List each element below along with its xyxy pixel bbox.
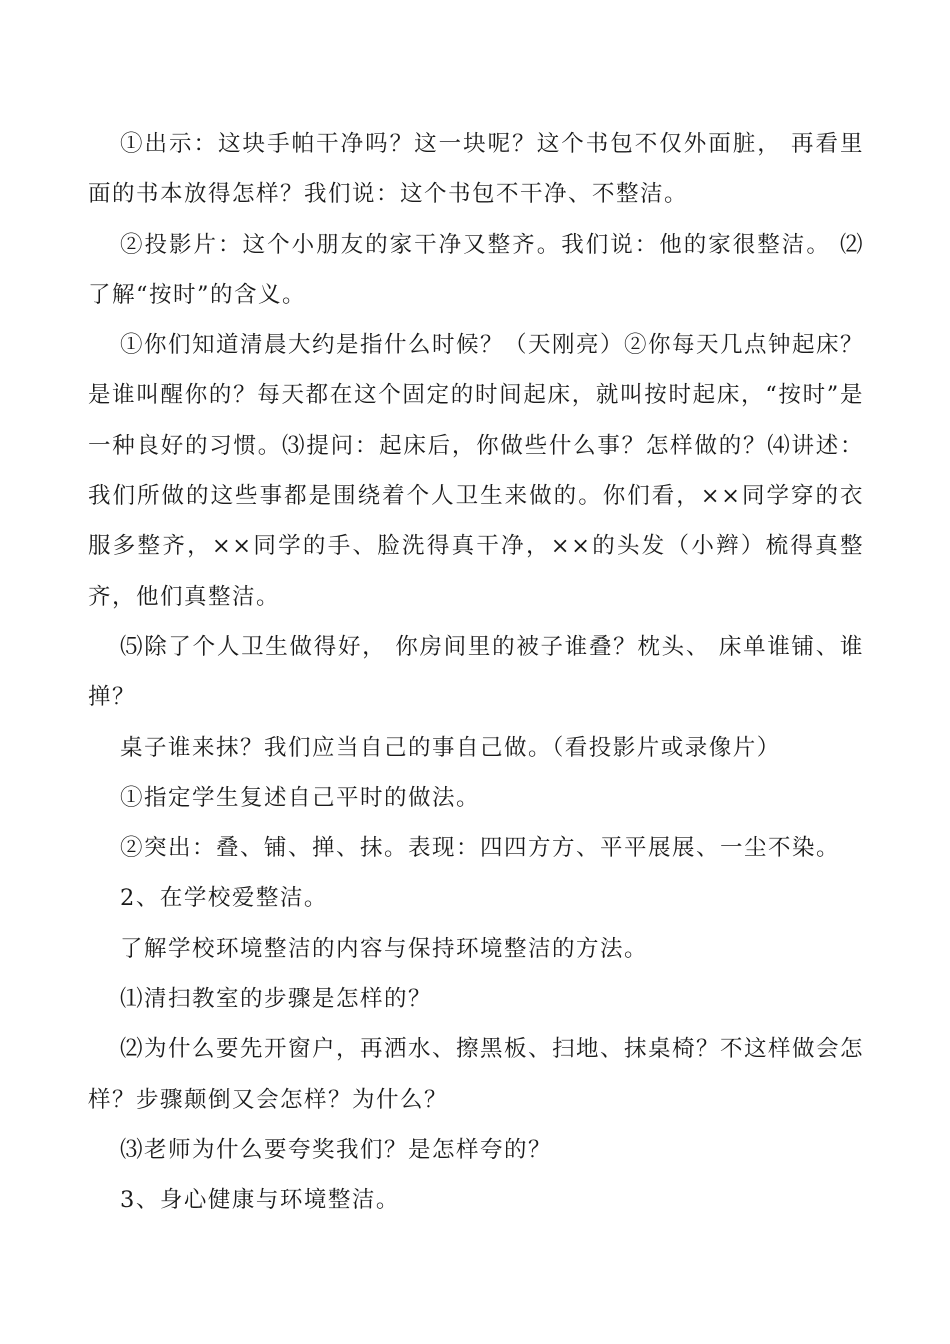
paragraph-6: ①指定学生复述自己平时的做法。 [120, 784, 481, 811]
paragraph-4: ⑸除了个人卫生做得好， 你房间里的被子谁叠？枕头、 床单谁铺、谁掸？ [88, 633, 864, 711]
document-body [88, 119, 864, 1226]
paragraph-3: ①你们知道清晨大约是指什么时候？（天刚亮）②你每天几点钟起床？是谁叫醒你的？每天都在这个固定的时间起床，就叫按时起床，“按时”是一种良好的习惯。⑶提问：起床后，你做些什么事？怎样做的？⑷讲述：我们所做的这些事都是围绕着个人卫生来做的。你们看，××同学穿的衣服多整齐，××同学的手、脸洗得真干净，××的头发（小辫）梳得真整齐，他们真整洁。 [88, 332, 865, 610]
paragraph-12: ⑶老师为什么要夸奖我们？是怎样夸的？ [120, 1136, 553, 1163]
section-heading-3: 3、身心健康与环境整洁。 [120, 1187, 400, 1214]
paragraph-5: 桌子谁来抹？我们应当自己的事自己做。（看投影片或录像片） [120, 734, 781, 761]
paragraph-1: ①出示：这块手帕干净吗？这一块呢？这个书包不仅外面脏， 再看里面的书本放得怎样？我们说：这个书包不干净、不整洁。 [88, 131, 864, 208]
paragraph-7: ②突出：叠、铺、掸、抹。表现：四四方方、平平展展、一尘不染。 [120, 835, 841, 862]
paragraph-9: 了解学校环境整洁的内容与保持环境整洁的方法。 [120, 935, 649, 962]
paragraph-11: ⑵为什么要先开窗户，再洒水、擦黑板、扫地、抹桌椅？不这样做会怎样？步骤颠倒又会怎样？为什么？ [88, 1036, 865, 1113]
section-heading-2: 2、在学校爱整洁。 [120, 885, 328, 912]
paragraph-2: ②投影片：这个小朋友的家干净又整齐。我们说：他的家很整洁。 ⑵了解“按时”的含义。 [88, 231, 864, 308]
paragraph-10: ⑴清扫教室的步骤是怎样的？ [120, 986, 433, 1013]
